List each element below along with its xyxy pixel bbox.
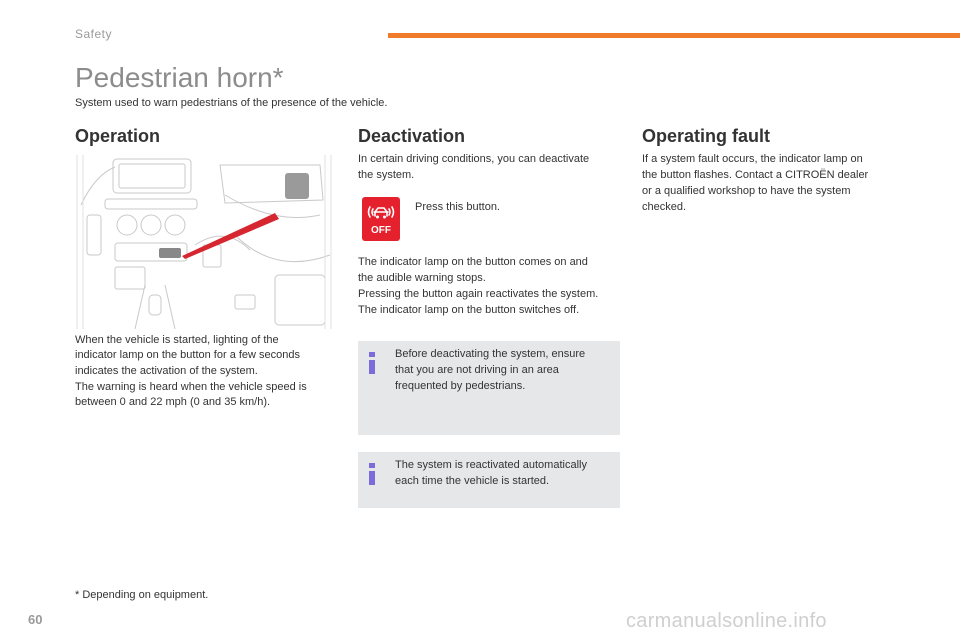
operation-heading: Operation — [75, 126, 161, 146]
footnote: * Depending on equipment. — [75, 589, 209, 601]
off-label: OFF — [371, 225, 391, 236]
fault-text-2: the button flashes. Contact a CITROËN dealer — [642, 169, 869, 181]
info-note-reactivation — [358, 452, 620, 508]
deactivation-intro-1: In certain driving conditions, you can deactivate — [358, 153, 590, 165]
lamp-text-4: The indicator lamp on the button switches off. — [358, 304, 580, 316]
car-sound-icon — [362, 199, 400, 225]
section-label: Safety — [75, 27, 113, 41]
operation-text-1: When the vehicle is started, lighting of the — [75, 334, 279, 346]
operation-text-3: indicates the activation of the system. — [75, 365, 258, 377]
operation-text-4: The warning is heard when the vehicle speed is — [75, 381, 307, 393]
header-accent-bar — [388, 33, 960, 38]
operation-text-2: indicator lamp on the button for a few seconds — [75, 349, 301, 361]
note2-text-1: The system is reactivated automatically — [395, 459, 587, 471]
page-subtitle: System used to warn pedestrians of the presence of the vehicle. — [75, 97, 388, 109]
deactivation-heading: Deactivation — [358, 126, 466, 146]
info-note-deactivation — [358, 341, 620, 435]
fault-text-4: checked. — [642, 201, 687, 213]
watermark: carmanualsonline.info — [626, 610, 827, 632]
note2-text-2: each time the vehicle is started. — [395, 475, 550, 487]
fault-text-1: If a system fault occurs, the indicator lamp on — [642, 153, 863, 165]
press-button-text: Press this button. — [415, 201, 500, 213]
dashboard-illustration — [75, 155, 337, 329]
note1-text-1: Before deactivating the system, ensure — [395, 348, 586, 360]
deactivation-intro-2: the system. — [358, 169, 415, 181]
lamp-text-3: Pressing the button again reactivates the system. — [358, 288, 599, 300]
fault-text-3: or a qualified workshop to have the system — [642, 185, 851, 197]
lamp-text-2: the audible warning stops. — [358, 272, 486, 284]
page-number: 60 — [28, 612, 43, 627]
note1-text-2: that you are not driving in an area — [395, 364, 559, 376]
note1-text-3: frequented by pedestrians. — [395, 380, 526, 392]
operation-text-5: between 0 and 22 mph (0 and 35 km/h). — [75, 396, 271, 408]
lamp-text-1: The indicator lamp on the button comes on and — [358, 256, 588, 268]
pedestrian-horn-off-button — [362, 197, 400, 241]
fault-heading: Operating fault — [642, 126, 771, 146]
page-title: Pedestrian horn* — [75, 62, 284, 93]
info-icon — [369, 352, 375, 374]
info-icon — [369, 463, 375, 485]
